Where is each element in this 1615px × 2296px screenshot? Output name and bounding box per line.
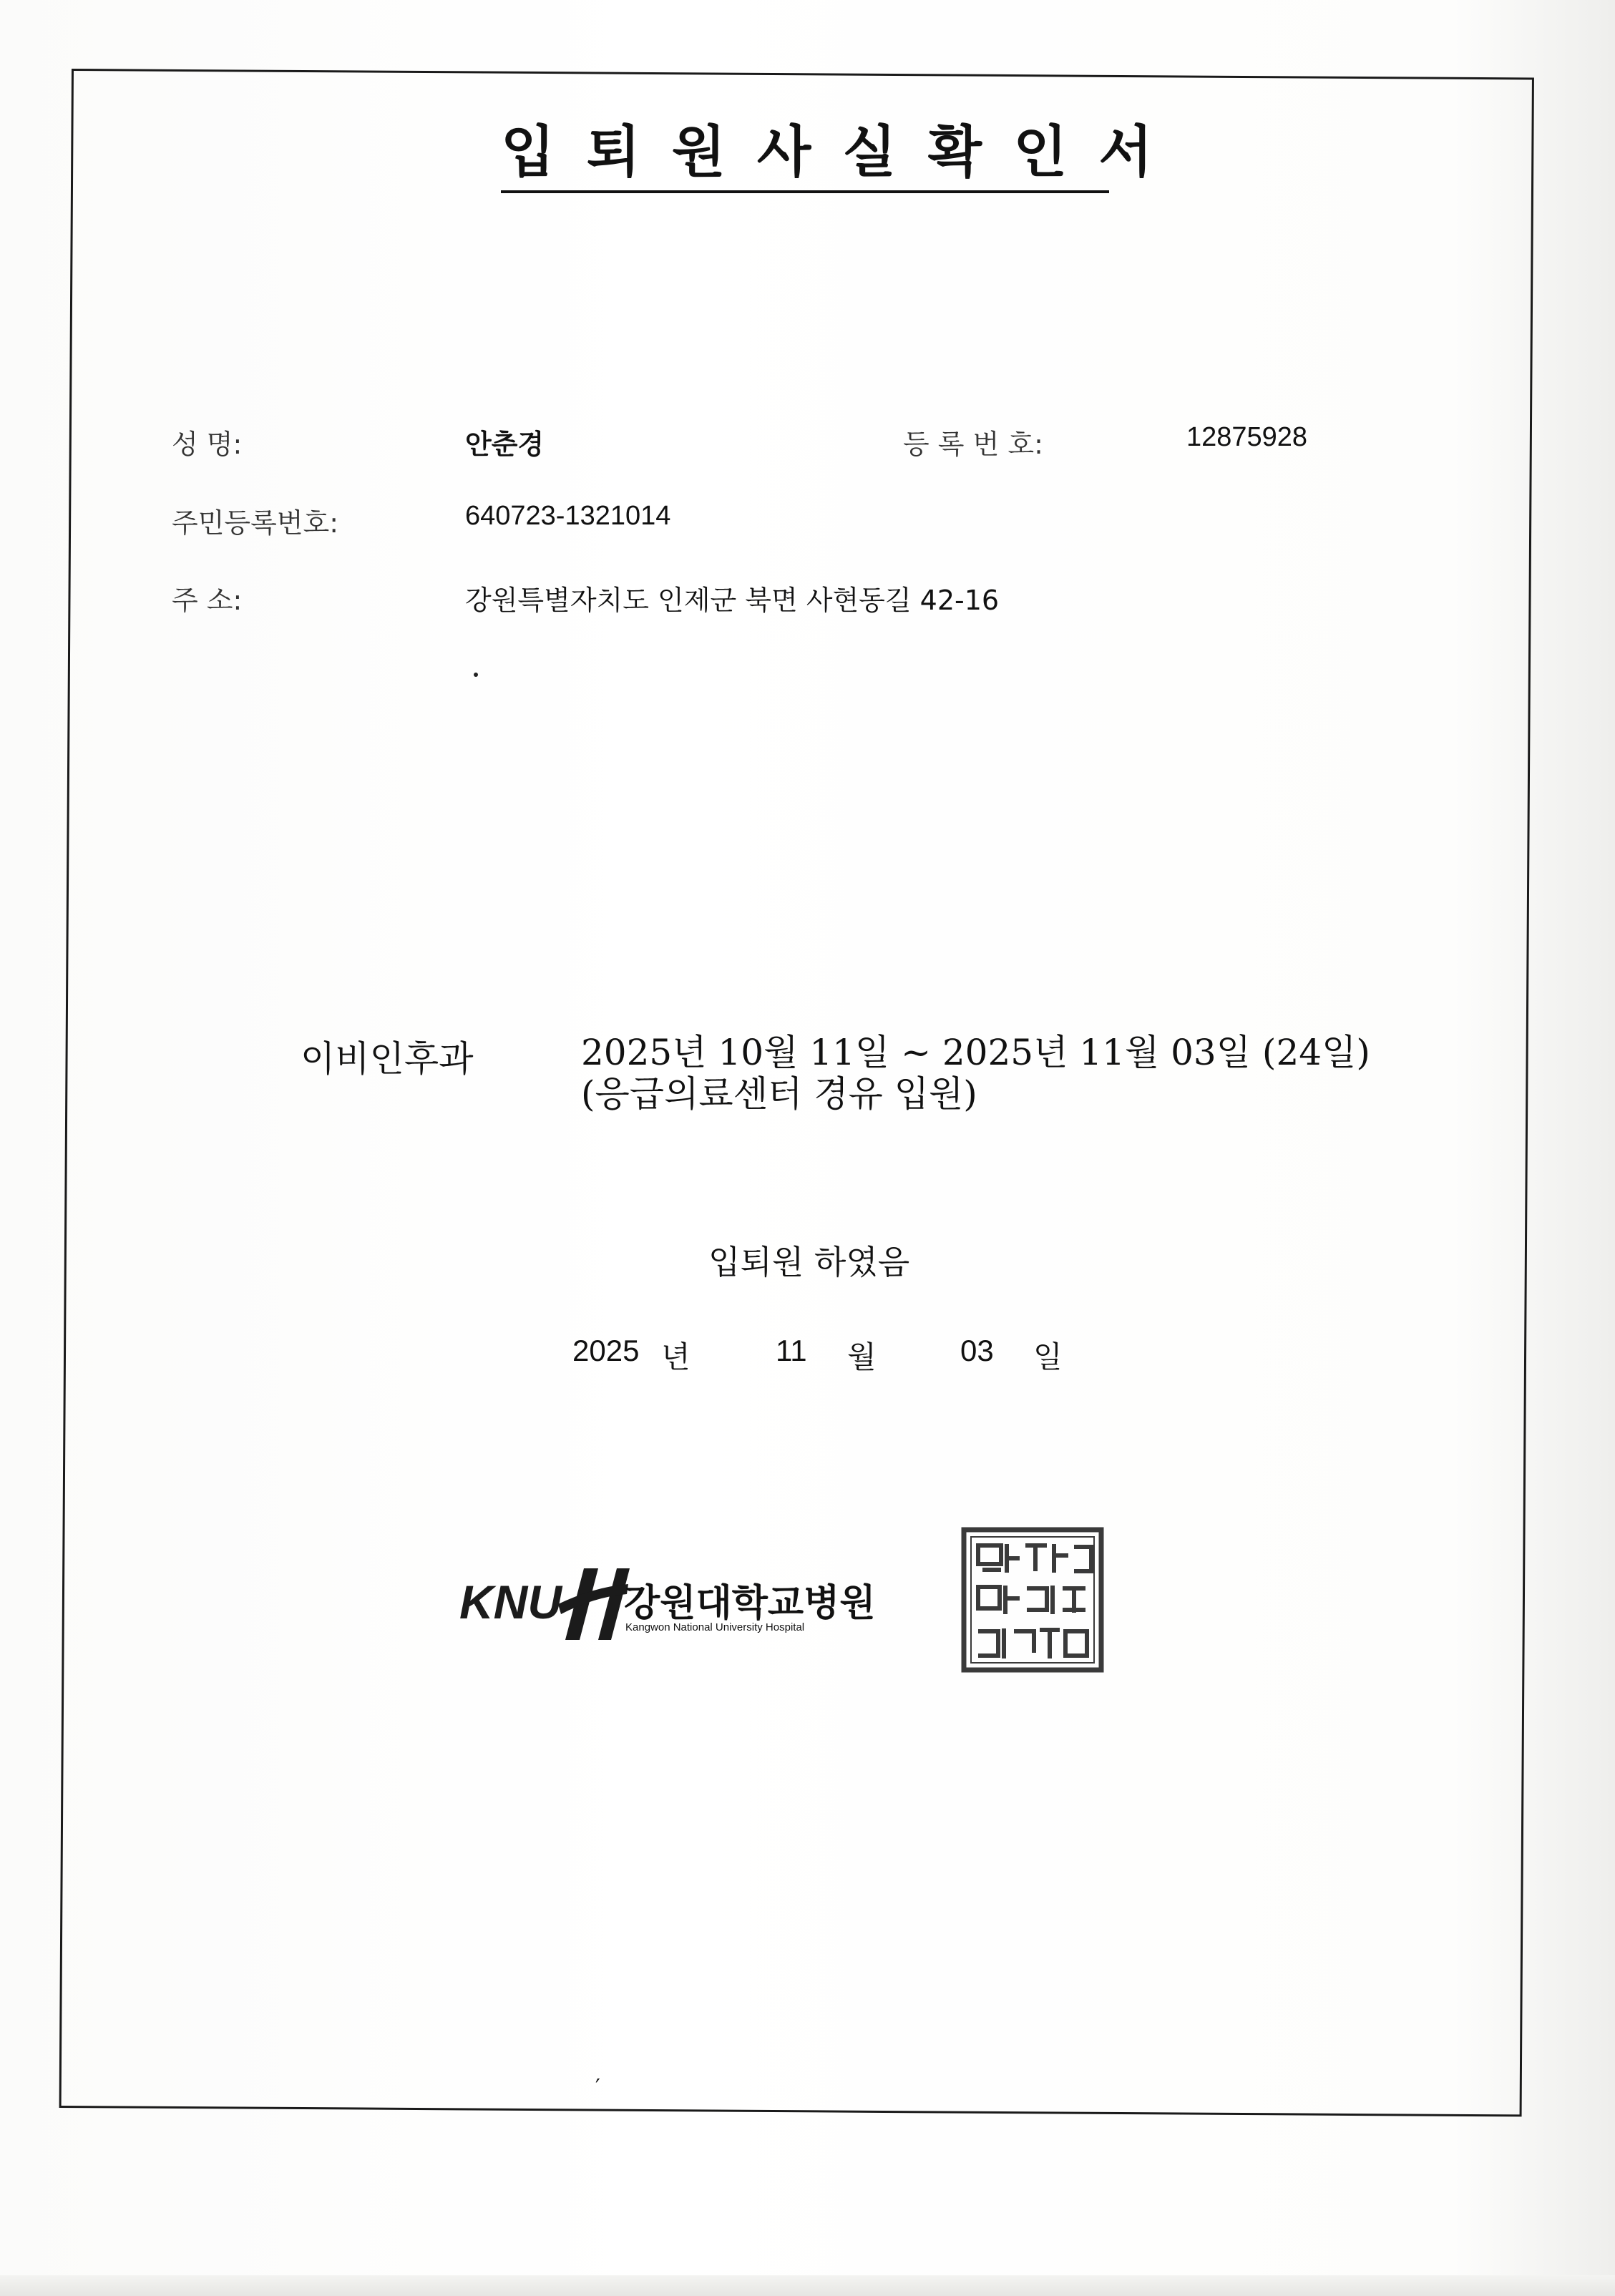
address-value: 강원특별자치도 인제군 북면 사현동길 42-16 — [465, 585, 1000, 616]
hospital-name-korean: 강원대학교병원 — [624, 1582, 876, 1625]
issue-year-unit: 년 — [661, 1339, 691, 1374]
name-value: 안춘경 — [465, 429, 545, 460]
scan-edge — [0, 2275, 1615, 2296]
stray-dot — [474, 673, 478, 677]
hospital-logo — [458, 1553, 902, 1646]
admission-statement: 입퇴원 하였음 — [708, 1243, 910, 1281]
issue-month-unit: 월 — [847, 1339, 877, 1374]
admission-route: (응급의료센터 경유 입원) — [581, 1073, 977, 1115]
department: 이비인후과 — [301, 1038, 474, 1080]
issue-day-unit: 일 — [1033, 1339, 1063, 1374]
stray-mark: ′ — [595, 2075, 600, 2100]
registration-number-value: 12875928 — [1186, 422, 1308, 452]
name-label: 성 명: — [172, 429, 243, 460]
issue-year: 2025 — [572, 1334, 640, 1367]
admission-period — [581, 1032, 1370, 1115]
issue-day: 03 — [960, 1334, 994, 1367]
registration-number-label: 등 록 번 호: — [903, 429, 1043, 460]
svg-text:KNU: KNU — [459, 1576, 562, 1628]
official-seal-icon — [961, 1527, 1104, 1673]
hospital-name-english: Kangwon National University Hospital — [625, 1621, 805, 1633]
knuh-logo-icon — [458, 1553, 630, 1646]
resident-number-value: 640723-1321014 — [465, 501, 671, 531]
issue-month: 11 — [776, 1334, 807, 1367]
admission-period-dates: 2025년 10월 11일 ~ 2025년 11월 03일 (24일) — [581, 1032, 1370, 1073]
address-label: 주 소: — [172, 585, 243, 616]
document-title: 입퇴원사실확인서 — [501, 107, 1109, 193]
resident-number-label: 주민등록번호: — [172, 507, 339, 539]
